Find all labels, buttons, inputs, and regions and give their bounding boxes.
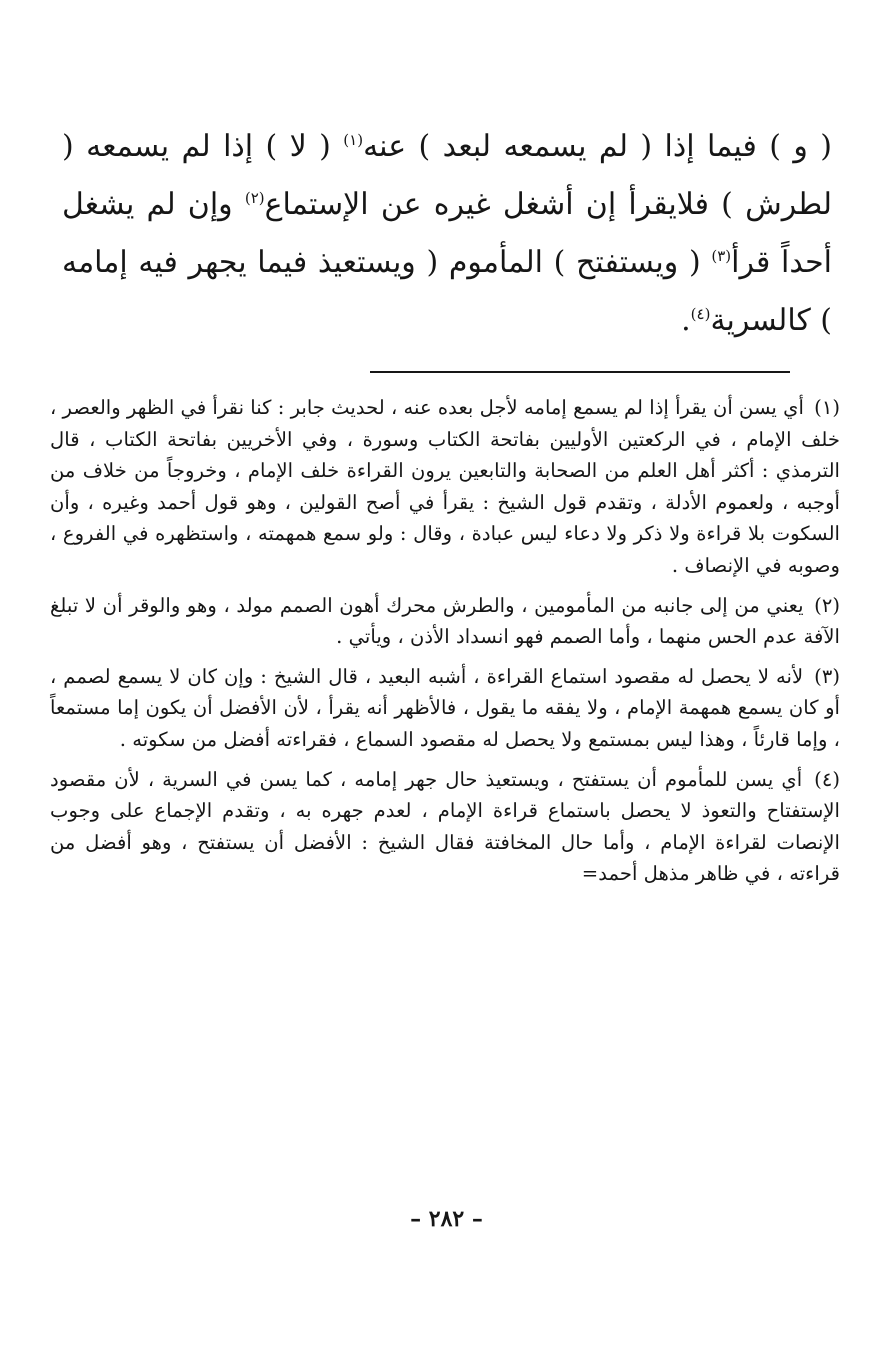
main-text-segment: ( ويستفتح ) المأموم ( ويستعيذ فيما يجهر فيه إمامه ) كالسرية (62, 245, 832, 338)
footnote (50, 590, 840, 653)
main-text (62, 118, 832, 350)
footnote-marker: (٢) (244, 189, 265, 207)
main-text-segment: ( لا ) إذا لم يسمعه ( لطرش ) فلايقرأ إن أشغل غيره عن الإستماع (62, 129, 832, 222)
footnote (50, 764, 840, 890)
footnote-marker: (١) (343, 131, 364, 149)
footnote-text: أي يسن أن يقرأ إذا لم يسمع إمامه لأجل بعده عنه ، لحديث جابر : كنا نقرأ في الظهر والعصر ، خلف الإمام ، في الركعتين الأوليين بفاتحة الكتاب وسورة ، وفي الأخريين بفاتحة الكتاب ، قال الترمذي : أكثر أهل العلم من الصحابة والتابعين يرون القراءة خلف الإمام ، وخروجاً من خلاف من أوجبه ، ولعموم الأدلة ، وتقدم قول الشيخ : يقرأ في أصح القولين ، وهو قول أحمد وغيره ، وأن السكوت بلا قراءة ولا ذكر ولا دعاء ليس عبادة ، وقال : ولو سمع همهمته ، واستظهره في الفروع ، وصوبه في الإنصاف . (50, 396, 840, 577)
footnote-text: لأنه لا يحصل له مقصود استماع القراءة ، أشبه البعيد ، قال الشيخ : وإن كان لا يسمع لصمم ، أو كان يسمع همهمة الإمام ، ولا يفقه ما يقول ، فالأظهر أنه يقرأ ، لأن الأفضل أن يكون إما مستمعاً ، وإما قارئاً ، وهذا ليس بمستمع ولا يحصل له مقصود السماع ، فقراءته أفضل من سكوته . (50, 664, 840, 751)
page-number: – ٢٨٢ – (410, 1206, 483, 1232)
footnote-text: أي يسن للمأموم أن يستفتح ، ويستعيذ حال جهر إمامه ، كما يسن في السرية ، لأن مقصود الإستفتاح والتعوذ لا يحصل باستماع قراءة الإمام ، لعدم جهره به ، وتقدم الإجماع على وجوب الإنصات لقراءة الإمام ، وأما حال المخافتة فقال الشيخ : الأفضل أن يستفتح ، وهو أفضل من قراءته ، في ظاهر مذهل أحمد= (50, 767, 840, 886)
footnote-separator (370, 371, 790, 373)
footnote-number: (٤) (814, 767, 840, 791)
main-text-segment: ( و ) فيما إذا ( لم يسمعه لبعد ) عنه (363, 129, 832, 164)
footnote-number: (٣) (814, 664, 840, 688)
main-text-end: . (681, 303, 691, 338)
main-text-segment: وإن لم يشغل أحداً قرأ (62, 187, 832, 280)
footnote-number: (١) (814, 396, 840, 419)
footnote-marker: (٣) (711, 247, 732, 265)
footnote-text: يعني من إلى جانبه من المأمومين ، والطرش محرك أهون الصمم مولد ، وهو والوقر أن لا تبلغ الآفة عدم الحس منهما ، وأما الصمم فهو انسداد الأذن ، ويأتي . (50, 593, 840, 649)
footnote (50, 392, 840, 582)
footnote-marker: (٤) (690, 305, 711, 323)
footnotes (50, 392, 840, 898)
footnote-number: (٢) (814, 593, 840, 617)
footnote (50, 661, 840, 756)
